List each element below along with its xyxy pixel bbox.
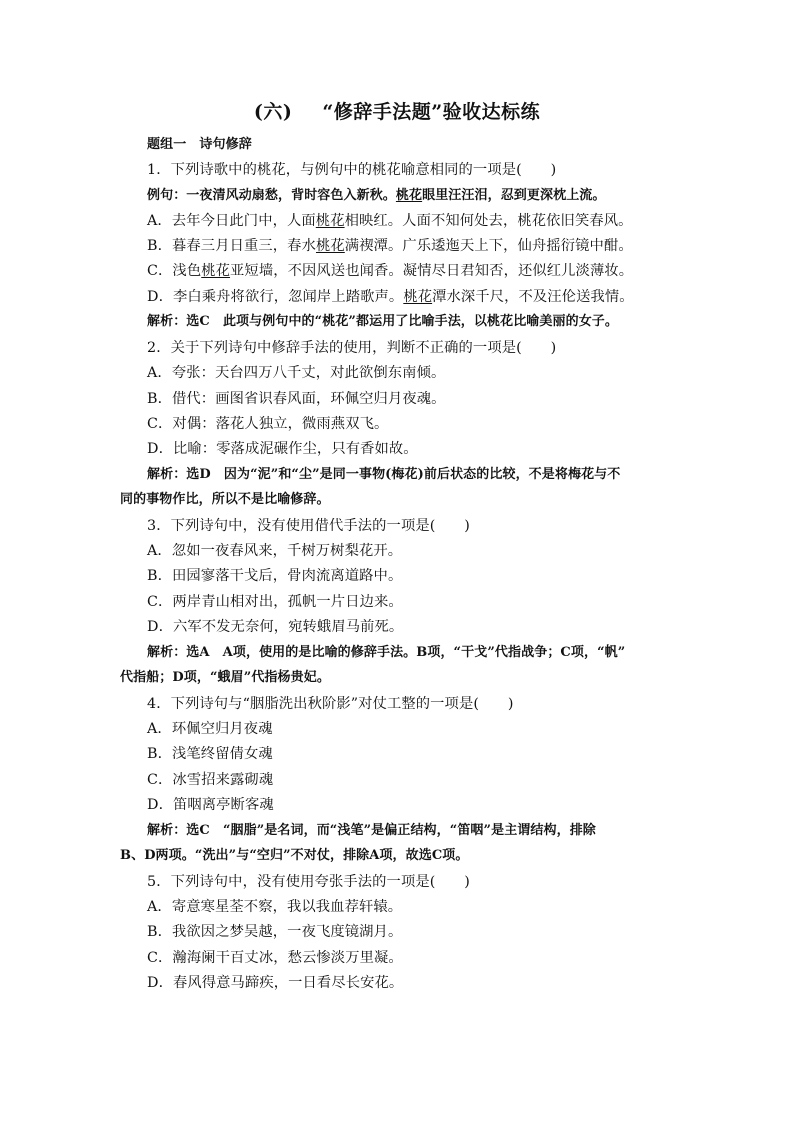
question-5-stem: 5．下列诗句中，没有使用夸张手法的一项是( )	[147, 874, 470, 890]
example-underlined: 桃花	[395, 188, 423, 203]
question-2-option-d: D．比喻：零落成泥碾作尘，只有香如故。	[147, 441, 418, 457]
question-1-option-d: D．李白乘舟将欲行，忽闻岸上踏歌声。桃花潭水深千尺，不及汪伦送我情。	[147, 289, 634, 305]
title-number: (六)	[253, 101, 293, 123]
question-1-option-b: B．暮春三月日重三，春水桃花满禊潭。广乐逶迤天上下，仙舟摇衍镜中酣。	[147, 238, 633, 254]
question-1-option-a: A．去年今日此门中，人面桃花相映红。人面不知何处去，桃花依旧笑春风。	[147, 213, 633, 229]
question-2-option-a: A．夸张：天台四万八千丈，对此欲倒东南倾。	[147, 365, 446, 381]
question-5-option-a: A．寄意寒星荃不察，我以我血荐轩辕。	[147, 899, 403, 915]
question-3-stem: 3．下列诗句中，没有使用借代手法的一项是( )	[147, 518, 470, 534]
question-4-analysis-cont: B、D两项。“洗出”与“空归”不对仗，排除A项，故选C项。	[120, 848, 469, 863]
question-4-analysis: 解析：选C “胭脂”是名词，而“浅笔”是偏正结构，“笛咽”是主谓结构，排除	[147, 823, 596, 838]
section-heading: 题组一 诗句修辞	[147, 137, 252, 152]
question-4-option-b: B．浅笔终留倩女魂	[147, 746, 273, 762]
example-suffix: 眼里汪汪泪，忍到更深枕上流。	[422, 188, 606, 203]
question-4-stem: 4．下列诗句与“胭脂洗出秋阶影”对仗工整的一项是( )	[147, 696, 514, 712]
question-3-option-b: B．田园寥落干戈后，骨肉流离道路中。	[147, 568, 403, 584]
question-4-option-d: D．笛咽离亭断客魂	[147, 797, 274, 813]
question-2-option-c: C．对偶：落花人独立，微雨燕双飞。	[147, 416, 389, 432]
question-5-option-c: C．瀚海阑干百丈冰，愁云惨淡万里凝。	[147, 950, 403, 966]
question-4-option-a: A．环佩空归月夜魂	[147, 721, 273, 737]
question-5-option-d: D．春风得意马蹄疾，一日看尽长安花。	[147, 975, 404, 991]
question-1-analysis: 解析：选C 此项与例句中的“桃花”都运用了比喻手法，以桃花比喻美丽的女子。	[147, 314, 619, 329]
question-2-analysis-cont: 同的事物作比，所以不是比喻修辞。	[120, 492, 330, 507]
question-3-analysis-cont: 代指船；D项，“蛾眉”代指杨贵妃。	[120, 670, 330, 685]
question-5-option-b: B．我欲因之梦吴越，一夜飞度镜湖月。	[147, 924, 403, 940]
question-2-stem: 2．关于下列诗句中修辞手法的使用，判断不正确的一项是( )	[147, 340, 557, 356]
question-2-option-b: B．借代：画图省识春风面，环佩空归月夜魂。	[147, 391, 446, 407]
title-text: “修辞手法题”验收达标练	[322, 101, 541, 123]
question-3-analysis: 解析：选A A项，使用的是比喻的修辞手法。B项，“干戈”代指战争；C项，“帆”	[147, 645, 626, 660]
question-1-option-c: C．浅色桃花亚短墙，不因风送也闻香。凝情尽日君知否，还似红儿淡薄妆。	[147, 263, 634, 279]
question-1-stem: 1．下列诗歌中的桃花，与例句中的桃花喻意相同的一项是( )	[147, 162, 557, 178]
question-3-option-a: A．忽如一夜春风来，千树万树梨花开。	[147, 543, 403, 559]
question-4-option-c: C．冰雪招来露砌魂	[147, 772, 274, 788]
question-2-analysis: 解析：选D 因为“泥”和“尘”是同一事物(梅花)前后状态的比较，不是将梅花与不	[147, 467, 621, 482]
question-3-option-c: C．两岸青山相对出，孤帆一片日边来。	[147, 594, 403, 610]
page-title	[0, 97, 794, 124]
question-1-example	[147, 187, 606, 205]
question-3-option-d: D．六军不发无奈何，宛转蛾眉马前死。	[147, 619, 404, 635]
example-prefix: 例句：一夜清风动扇愁，背时容色入新秋。	[147, 188, 396, 203]
